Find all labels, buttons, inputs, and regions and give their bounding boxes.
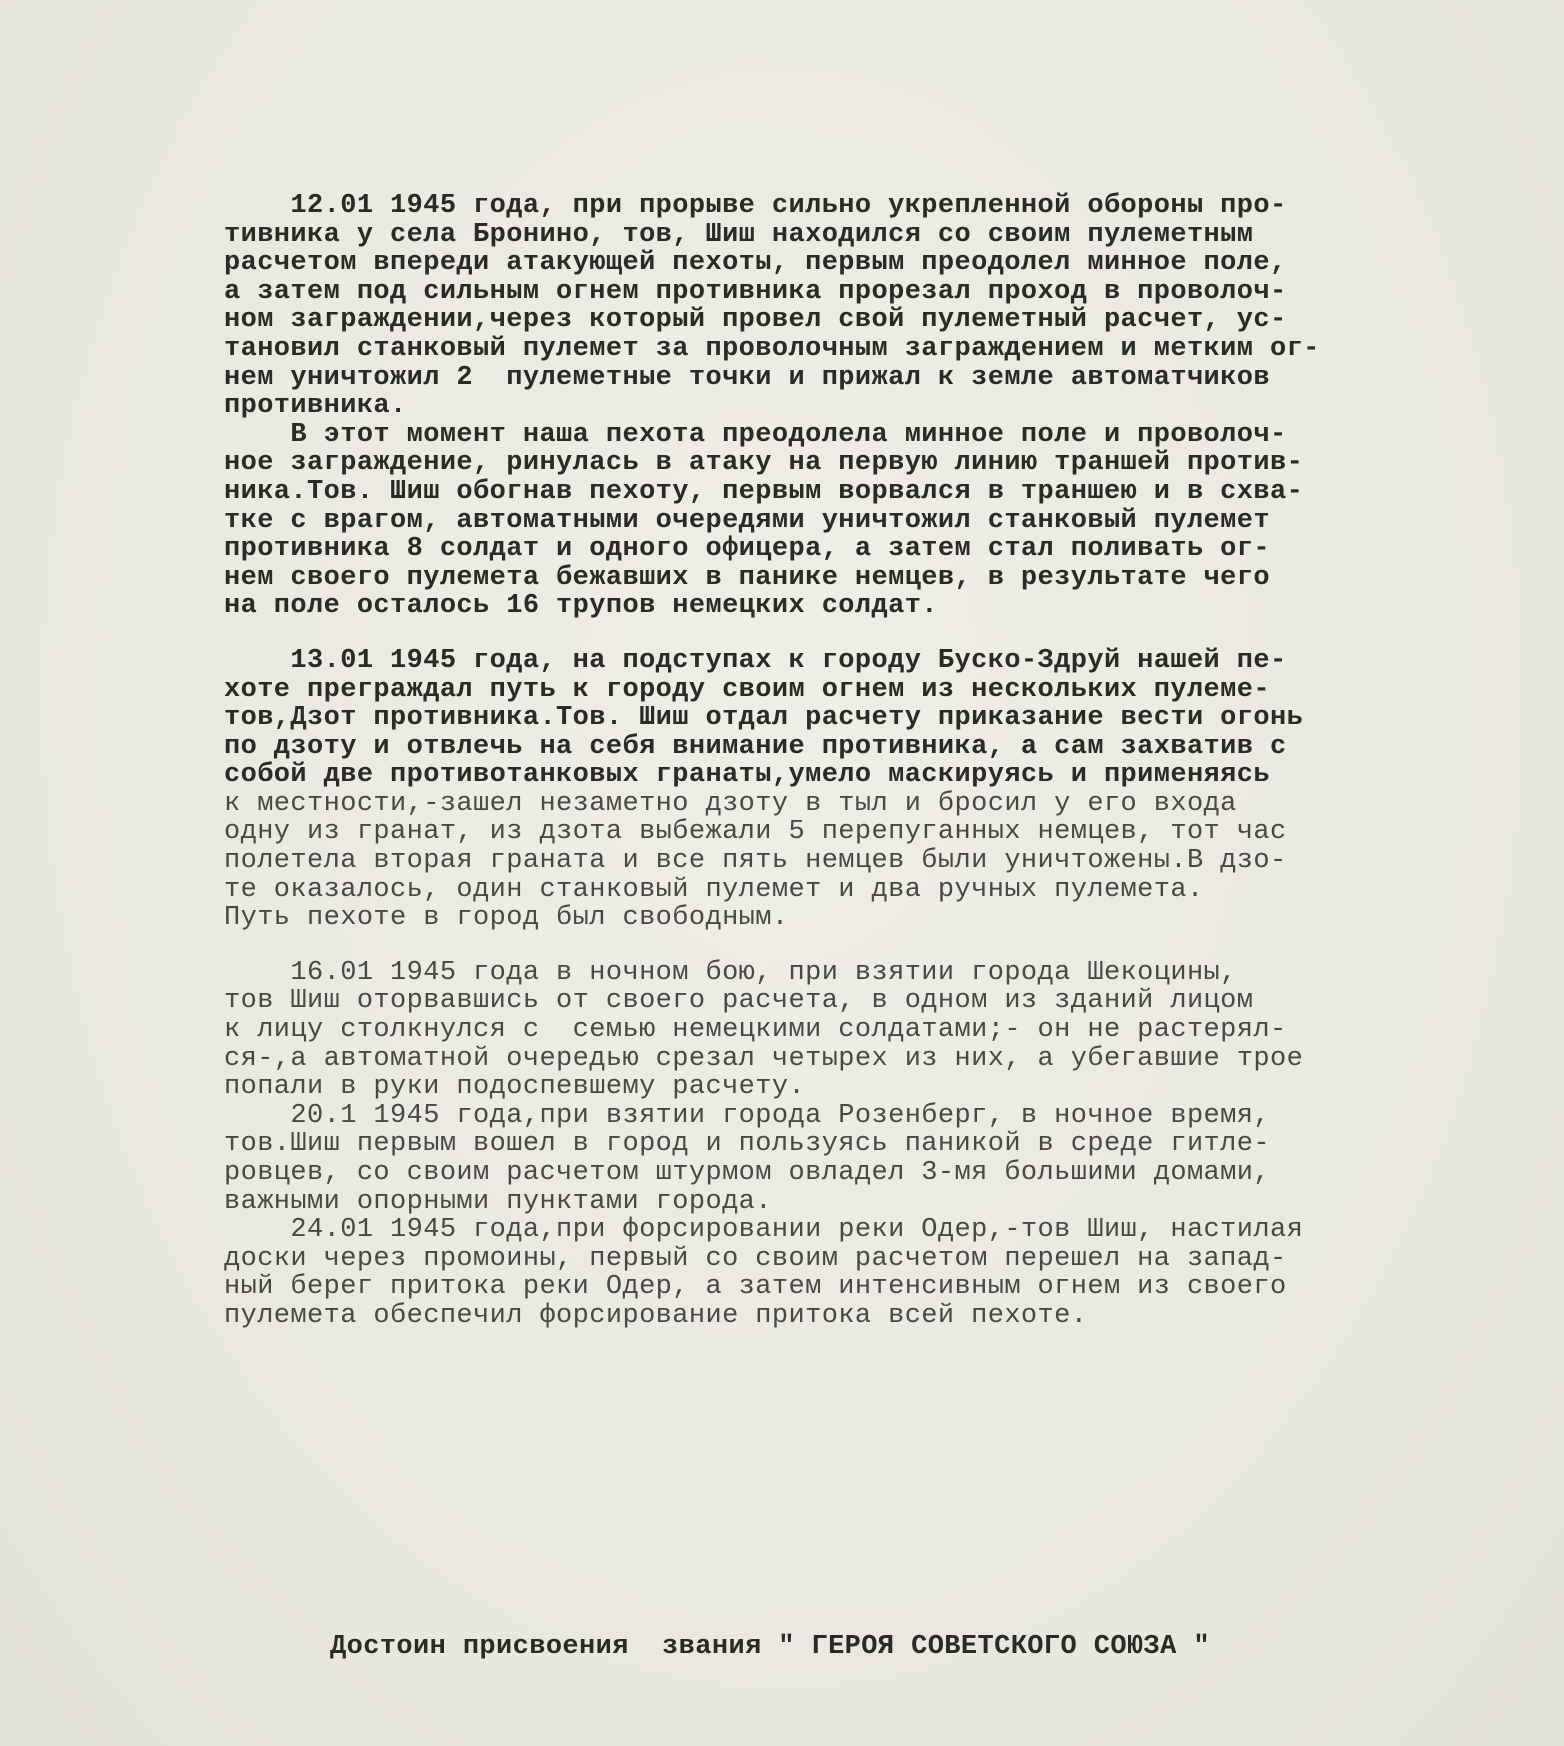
text-line: тке с врагом, автоматными очередями уничтожил станковый пулемет bbox=[224, 505, 1270, 536]
text-line: к лицу столкнулся с семью немецкими солдатами;- он не растерял- bbox=[224, 1015, 1287, 1046]
text-line: собой две противотанковых гранаты,умело маскируясь и применяясь bbox=[224, 760, 1270, 791]
text-line: пулемета обеспечил форсирование притока всей пехоте. bbox=[224, 1300, 1088, 1331]
text-line: расчетом впереди атакующей пехоты, первым преодолел минное поле, bbox=[224, 248, 1287, 279]
text-line: тов,Дзот противника.Тов. Шиш отдал расчету приказание вести огонь bbox=[224, 703, 1304, 734]
text-line: В этот момент наша пехота преодолела минное поле и проволоч- bbox=[224, 419, 1287, 450]
text-line: полетела вторая граната и все пять немцев были уничтожены.В дзо- bbox=[224, 846, 1287, 877]
text-line: важными опорными пунктами города. bbox=[224, 1186, 772, 1217]
text-line: противника 8 солдат и одного офицера, а затем стал поливать ог- bbox=[224, 534, 1270, 565]
text-line: ное заграждение, ринулась в атаку на первую линию траншей против- bbox=[224, 448, 1304, 479]
text-line: хоте преграждал путь к городу своим огнем из нескольких пулеме- bbox=[224, 674, 1270, 705]
text-line: тов Шиш оторвавшись от своего расчета, в одном из зданий лицом bbox=[224, 986, 1254, 1017]
text-line: 13.01 1945 года, на подступах к городу Буско-Здруй нашей пе- bbox=[224, 645, 1287, 676]
text-line: тановил станковый пулемет за проволочным заграждением и метким ог- bbox=[224, 333, 1320, 364]
text-line: на поле осталось 16 трупов немецких солдат. bbox=[224, 591, 938, 622]
text-line: 12.01 1945 года, при прорыве сильно укрепленной обороны про- bbox=[224, 191, 1287, 221]
paragraph-breakthrough bbox=[224, 192, 1464, 421]
closing-recommendation: Достоин присвоения звания " ГЕРОЯ СОВЕТСКОГО СОЮЗА " bbox=[330, 1632, 1210, 1662]
text-line: 24.01 1945 года,при форсировании реки Одер,-тов Шиш, настилая bbox=[224, 1215, 1304, 1246]
paragraph-trench-attack bbox=[224, 421, 1464, 621]
text-line: а затем под сильным огнем противника прорезал проход в проволоч- bbox=[224, 276, 1287, 307]
text-line: Путь пехоте в город был свободным. bbox=[224, 903, 789, 934]
report-body bbox=[224, 192, 1464, 1331]
paragraph-shekotsiny bbox=[224, 959, 1464, 1102]
text-line: ном заграждении,через который провел свой пулеметный расчет, ус- bbox=[224, 305, 1287, 336]
text-line: к местности,-зашел незаметно дзоту в тыл и бросил у его входа bbox=[224, 788, 1237, 819]
paragraph-busko-zdruj bbox=[224, 647, 1464, 933]
text-line: ника.Тов. Шиш обогнав пехоту, первым ворвался в траншею и в схва- bbox=[224, 476, 1304, 507]
paragraph-oder-crossing bbox=[224, 1216, 1464, 1330]
text-line: те оказалось, один станковый пулемет и два ручных пулемета. bbox=[224, 874, 1204, 905]
text-line: 20.1 1945 года,при взятии города Розенберг, в ночное время, bbox=[224, 1100, 1270, 1131]
text-line: по дзоту и отвлечь на себя внимание противника, а сам захватив с bbox=[224, 731, 1287, 762]
text-line: доски через промоины, первый со своим расчетом перешел на запад- bbox=[224, 1243, 1287, 1274]
text-line: противника. bbox=[224, 391, 407, 422]
text-line: 16.01 1945 года в ночном бою, при взятии города Шекоцины, bbox=[224, 957, 1237, 988]
text-line: ся-,а автоматной очередью срезал четырех из них, а убегавшие трое bbox=[224, 1043, 1304, 1074]
text-line: попали в руки подоспевшему расчету. bbox=[224, 1072, 806, 1103]
text-line: нем уничтожил 2 пулеметные точки и прижал к земле автоматчиков bbox=[224, 362, 1270, 393]
text-line: ный берег притока реки Одер, а затем интенсивным огнем из своего bbox=[224, 1272, 1287, 1303]
text-line: одну из гранат, из дзота выбежали 5 перепуганных немцев, тот час bbox=[224, 817, 1287, 848]
text-line: нем своего пулемета бежавших в панике немцев, в результате чего bbox=[224, 562, 1270, 593]
text-line: тов.Шиш первым вошел в город и пользуясь паникой в среде гитле- bbox=[224, 1129, 1270, 1160]
paragraph-rozenberg bbox=[224, 1102, 1464, 1216]
text-line: тивника у села Бронино, тов, Шиш находился со своим пулеметным bbox=[224, 219, 1254, 250]
text-line: ровцев, со своим расчетом штурмом овладел 3-мя большими домами, bbox=[224, 1158, 1270, 1188]
